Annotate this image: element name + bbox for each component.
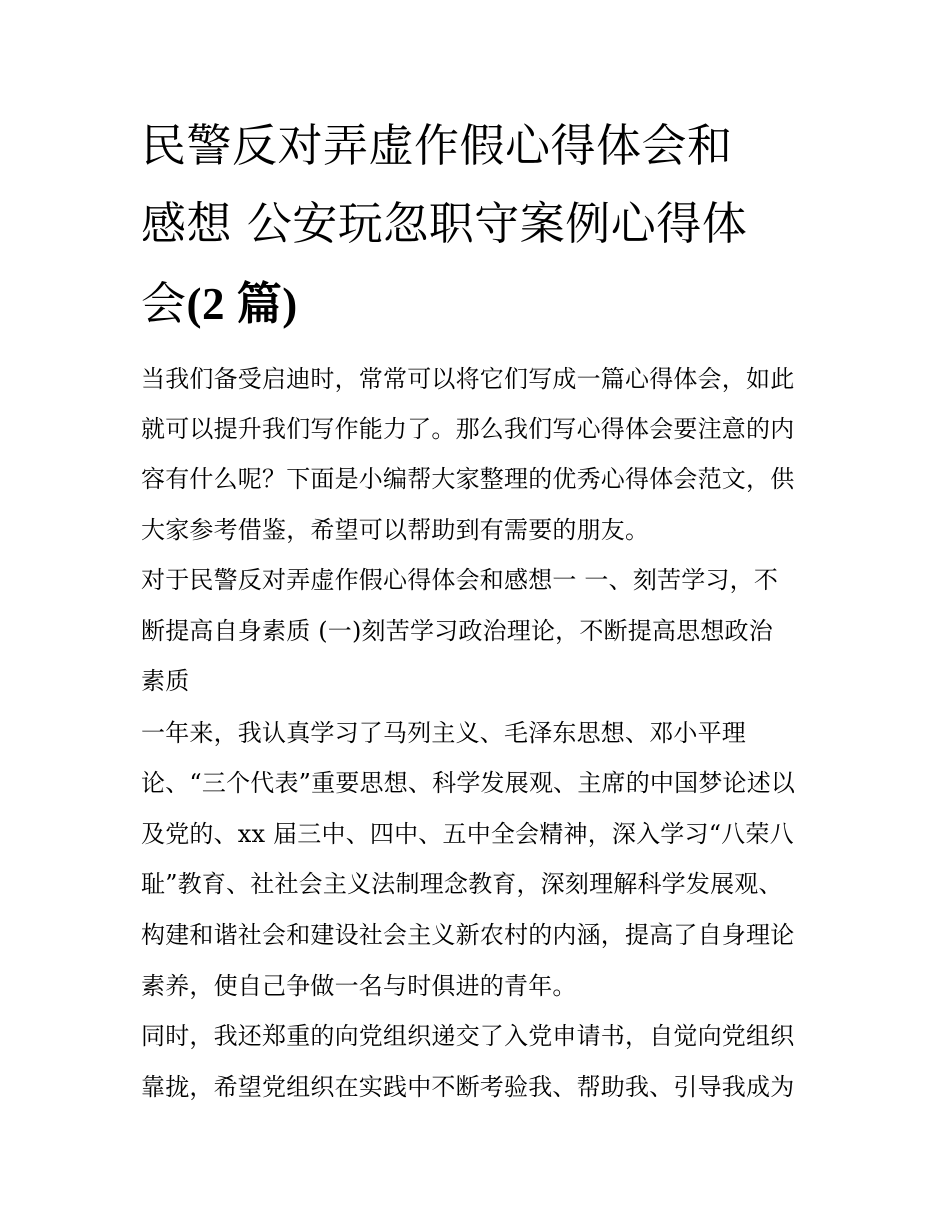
document-title-line-3-text: 会 bbox=[141, 277, 187, 330]
body-line-8: 一年来，我认真学习了马列主义、毛泽东思想、邓小平理 bbox=[141, 719, 746, 747]
body-line-13: 素养，使自己争做一名与时俱进的青年。 bbox=[141, 972, 577, 1000]
body-line-12: 构建和谐社会和建设社会主义新农村的内涵，提高了自身理论 bbox=[141, 921, 795, 949]
body-line-15: 靠拢，希望党组织在实践中不断考验我、帮助我、引导我成为 bbox=[141, 1073, 795, 1101]
document-title-line-1: 民警反对弄虚作假心得体会和 bbox=[141, 119, 733, 172]
body-line-3: 容有什么呢？下面是小编帮大家整理的优秀心得体会范文，供 bbox=[141, 465, 795, 493]
body-line-4: 大家参考借鉴，希望可以帮助到有需要的朋友。 bbox=[141, 516, 650, 544]
document-title-suffix: (2 篇) bbox=[186, 279, 298, 329]
document-title-line-3 bbox=[141, 278, 298, 330]
body-line-10: 及党的、xx 届三中、四中、五中全会精神，深入学习“八荣八 bbox=[141, 820, 794, 848]
body-line-14: 同时，我还郑重的向党组织递交了入党申请书，自觉向党组织 bbox=[141, 1022, 795, 1050]
body-line-11: 耻”教育、社社会主义法制理念教育，深刻理解科学发展观、 bbox=[141, 870, 783, 898]
body-line-7: 素质 bbox=[141, 667, 190, 695]
body-line-9: 论、“三个代表”重要思想、科学发展观、主席的中国梦论述以 bbox=[141, 769, 796, 797]
body-line-2: 就可以提升我们写作能力了。那么我们写心得体会要注意的内 bbox=[141, 415, 795, 443]
body-line-1: 当我们备受启迪时，常常可以将它们写成一篇心得体会，如此 bbox=[141, 365, 795, 393]
body-line-6: 断提高自身素质 (一)刻苦学习政治理论，不断提高思想政治 bbox=[141, 617, 773, 645]
body-line-5: 对于民警反对弄虚作假心得体会和感想一 一、刻苦学习，不 bbox=[141, 566, 779, 594]
document-title-line-2: 感想 公安玩忽职守案例心得体 bbox=[141, 197, 748, 250]
